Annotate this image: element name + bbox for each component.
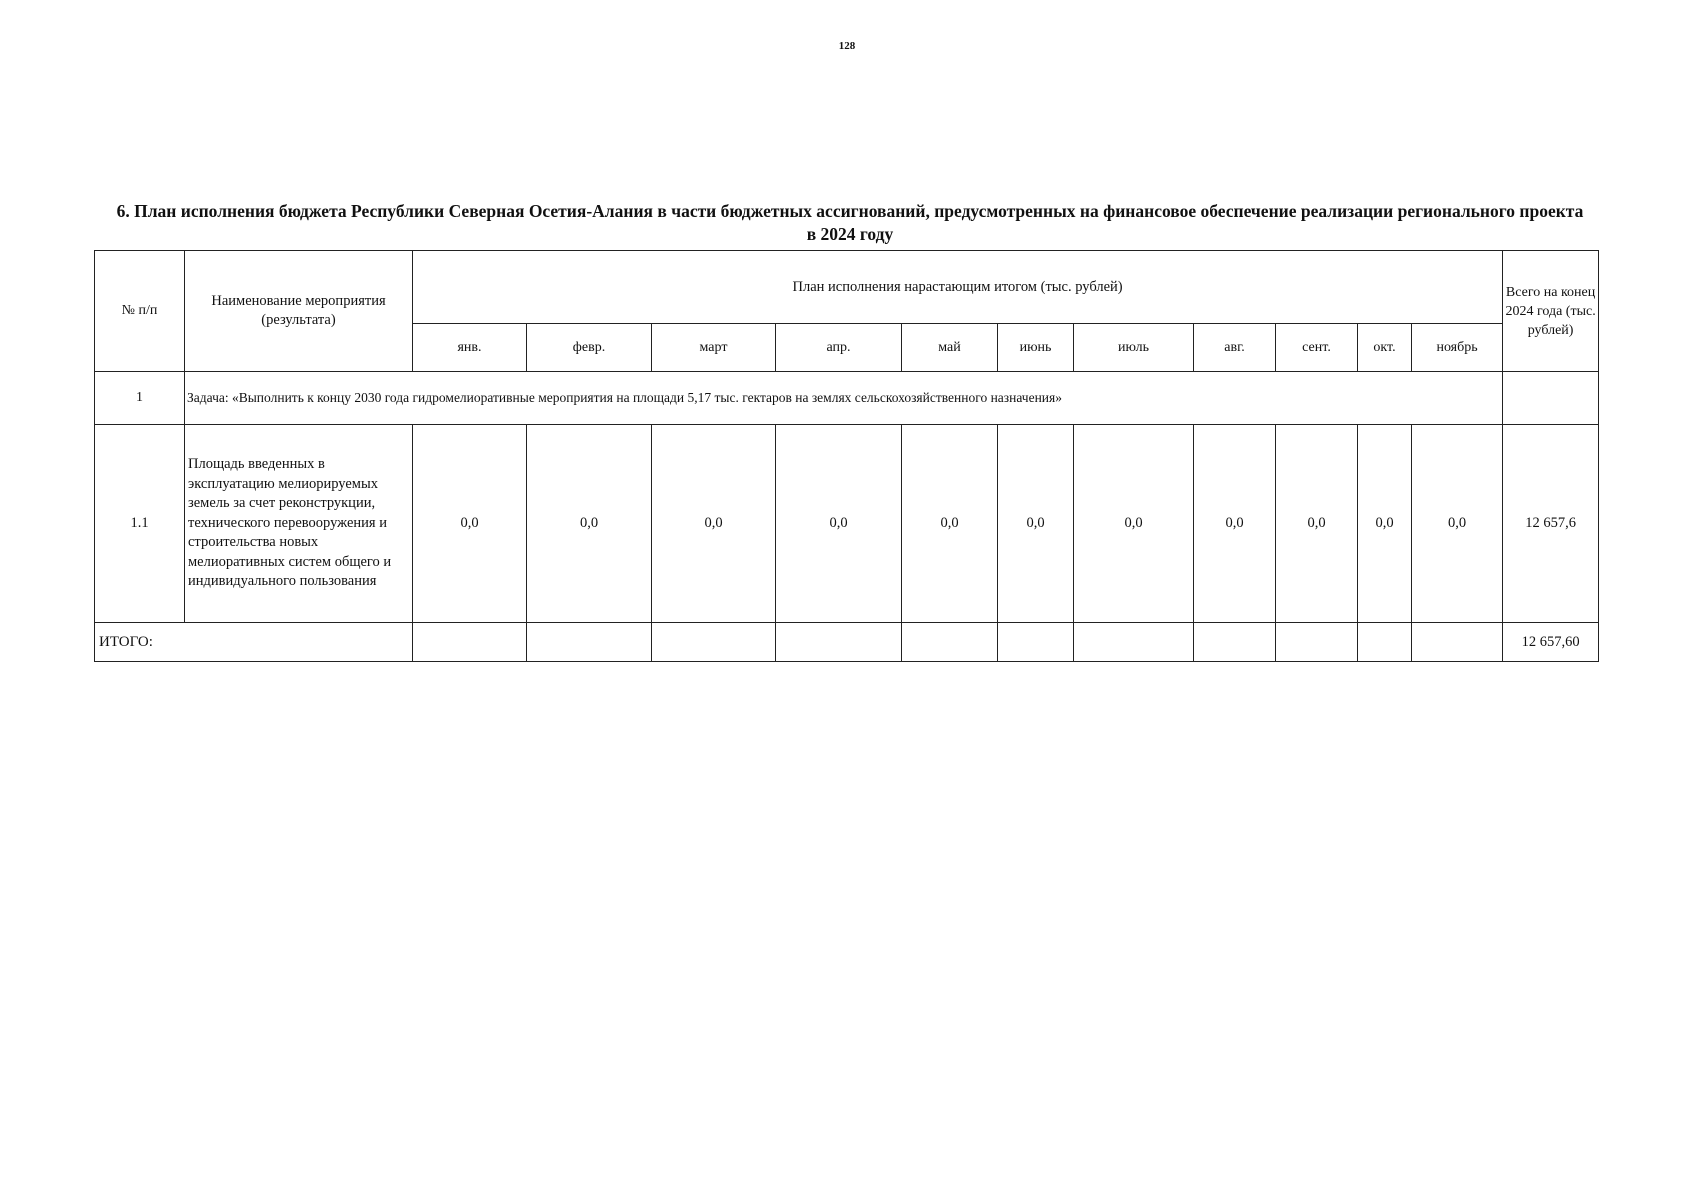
itogo-row: [95, 623, 1599, 662]
row-value-sep: 0,0: [1276, 425, 1358, 623]
itogo-empty-cell: [998, 623, 1074, 662]
table-row: [95, 425, 1599, 623]
month-oct: окт.: [1358, 324, 1412, 372]
itogo-empty-cell: [413, 623, 527, 662]
task-num: 1: [95, 372, 185, 425]
itogo-label: ИТОГО:: [95, 623, 413, 662]
row-total: 12 657,6: [1503, 425, 1599, 623]
itogo-empty-cell: [1074, 623, 1194, 662]
budget-plan-table: [94, 250, 1599, 662]
row-value-feb: 0,0: [527, 425, 652, 623]
row-value-jul: 0,0: [1074, 425, 1194, 623]
header-name: Наименование мероприятия (результата): [185, 251, 413, 372]
itogo-empty-cell: [902, 623, 998, 662]
month-jan: янв.: [413, 324, 527, 372]
row-value-mar: 0,0: [652, 425, 776, 623]
row-value-nov: 0,0: [1412, 425, 1503, 623]
itogo-total: 12 657,60: [1503, 623, 1599, 662]
row-value-jun: 0,0: [998, 425, 1074, 623]
itogo-empty-cell: [527, 623, 652, 662]
month-mar: март: [652, 324, 776, 372]
row-value-jan: 0,0: [413, 425, 527, 623]
header-total: Всего на конец 2024 года (тыс. рублей): [1503, 251, 1599, 372]
row-name: Площадь введенных в эксплуатацию мелиорируемых земель за счет реконструкции, технического перевооружения и строительства новых мелиоративных систем общего и индивидуального пользования: [185, 425, 413, 623]
month-feb: февр.: [527, 324, 652, 372]
month-may: май: [902, 324, 998, 372]
header-num: № п/п: [95, 251, 185, 372]
document-title: 6. План исполнения бюджета Республики Северная Осетия-Алания в части бюджетных ассигнований, предусмотренных на финансовое обеспечение реализации регионального проекта в 2024 году: [116, 201, 1584, 244]
header-row-1: [95, 251, 1599, 324]
month-jun: июнь: [998, 324, 1074, 372]
page-number: 128: [838, 40, 856, 52]
itogo-empty-cell: [1194, 623, 1276, 662]
header-plan: План исполнения нарастающим итогом (тыс. рублей): [413, 251, 1503, 324]
row-value-may: 0,0: [902, 425, 998, 623]
task-total-empty: [1503, 372, 1599, 425]
row-num: 1.1: [95, 425, 185, 623]
itogo-empty-cell: [1276, 623, 1358, 662]
month-sep: сент.: [1276, 324, 1358, 372]
itogo-empty-cell: [1412, 623, 1503, 662]
row-value-aug: 0,0: [1194, 425, 1276, 623]
month-jul: июль: [1074, 324, 1194, 372]
itogo-empty-cell: [652, 623, 776, 662]
itogo-empty-cell: [776, 623, 902, 662]
itogo-empty-cell: [1358, 623, 1412, 662]
month-apr: апр.: [776, 324, 902, 372]
row-value-apr: 0,0: [776, 425, 902, 623]
month-nov: ноябрь: [1412, 324, 1503, 372]
task-row: [95, 372, 1599, 425]
task-text: Задача: «Выполнить к концу 2030 года гидромелиоративные мероприятия на площади 5,17 тыс. гектаров на землях сельскохозяйственного назначения»: [185, 372, 1503, 425]
row-value-oct: 0,0: [1358, 425, 1412, 623]
month-aug: авг.: [1194, 324, 1276, 372]
